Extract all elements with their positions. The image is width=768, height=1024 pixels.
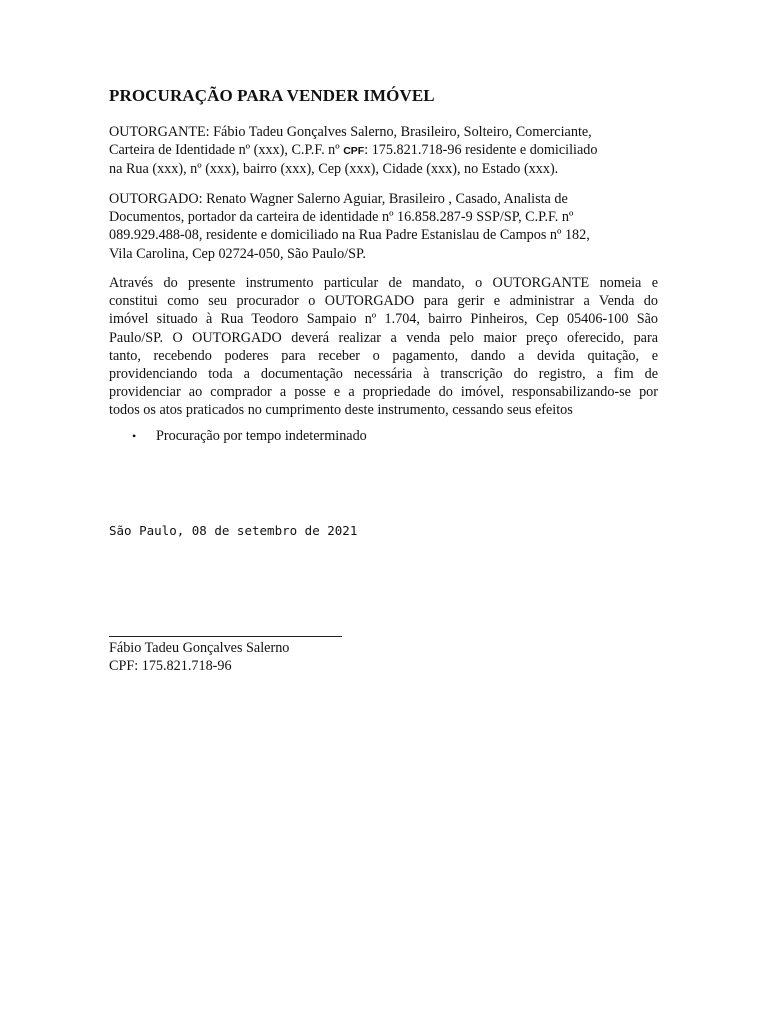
outorgante-line: na Rua (xxx), nº (xxx), bairro (xxx), Cep (xxx), Cidade (xxx), no Estado (xxx).: [109, 161, 559, 178]
outorgante-line: [109, 141, 658, 160]
bullet-text: Procuração por tempo indeterminado: [156, 428, 367, 444]
mandate-line: constitui como seu procurador o OUTORGADO para gerir e administrar a Venda do: [109, 293, 658, 310]
mandate-paragraph: [109, 274, 658, 420]
signature-line: [109, 636, 342, 637]
outorgado-paragraph: [109, 190, 658, 263]
outorgante-line: OUTORGANTE: Fábio Tadeu Gonçalves Salerno, Brasileiro, Solteiro, Comerciante,: [109, 124, 592, 140]
document-title: PROCURAÇÃO PARA VENDER IMÓVEL: [109, 86, 435, 105]
bullet-list-item: [132, 427, 367, 445]
mandate-line: Através do presente instrumento particular de mandato, o OUTORGANTE nomeia e: [109, 275, 658, 291]
outorgado-line: 089.929.488-08, residente e domiciliado na Rua Padre Estanislau de Campos nº 182,: [109, 227, 590, 244]
outorgado-line: OUTORGADO: Renato Wagner Salerno Aguiar, Brasileiro , Casado, Analista de: [109, 191, 568, 207]
outorgado-line: Vila Carolina, Cep 02724-050, São Paulo/SP.: [109, 245, 366, 262]
mandate-line: tanto, recebendo poderes para receber o pagamento, dando a devida quitação, e: [109, 347, 658, 364]
mandate-line: providenciar ao comprador a posse e a propriedade do imóvel, responsabilizando-se por: [109, 384, 658, 401]
bullet-icon: •: [132, 429, 137, 443]
outorgante-line-text: Carteira de Identidade nº (xxx), C.P.F. nº: [109, 142, 344, 159]
mandate-line: Paulo/SP. O OUTORGADO deverá realizar a venda pelo maior preço oferecido, para: [109, 329, 658, 346]
document-date: São Paulo, 08 de setembro de 2021: [109, 523, 358, 538]
signature-name: Fábio Tadeu Gonçalves Salerno: [109, 640, 290, 656]
outorgado-line: Documentos, portador da carteira de identidade nº 16.858.287-9 SSP/SP, C.P.F. nº: [109, 209, 574, 226]
outorgante-paragraph: [109, 123, 658, 179]
mandate-line: providenciando toda a documentação necessária à transcrição do registro, a fim de: [109, 366, 658, 383]
mandate-line: imóvel situado à Rua Teodoro Sampaio nº 1.704, bairro Pinheiros, Cep 05406-100 São: [109, 311, 658, 328]
outorgante-line-text: : 175.821.718-96 residente e domiciliado: [364, 142, 598, 159]
signature-cpf: CPF: 175.821.718-96: [109, 658, 232, 674]
cpf-label: CPF: [343, 145, 365, 158]
mandate-line: todos os atos praticados no cumprimento deste instrumento, cessando seus efeitos: [109, 402, 573, 419]
